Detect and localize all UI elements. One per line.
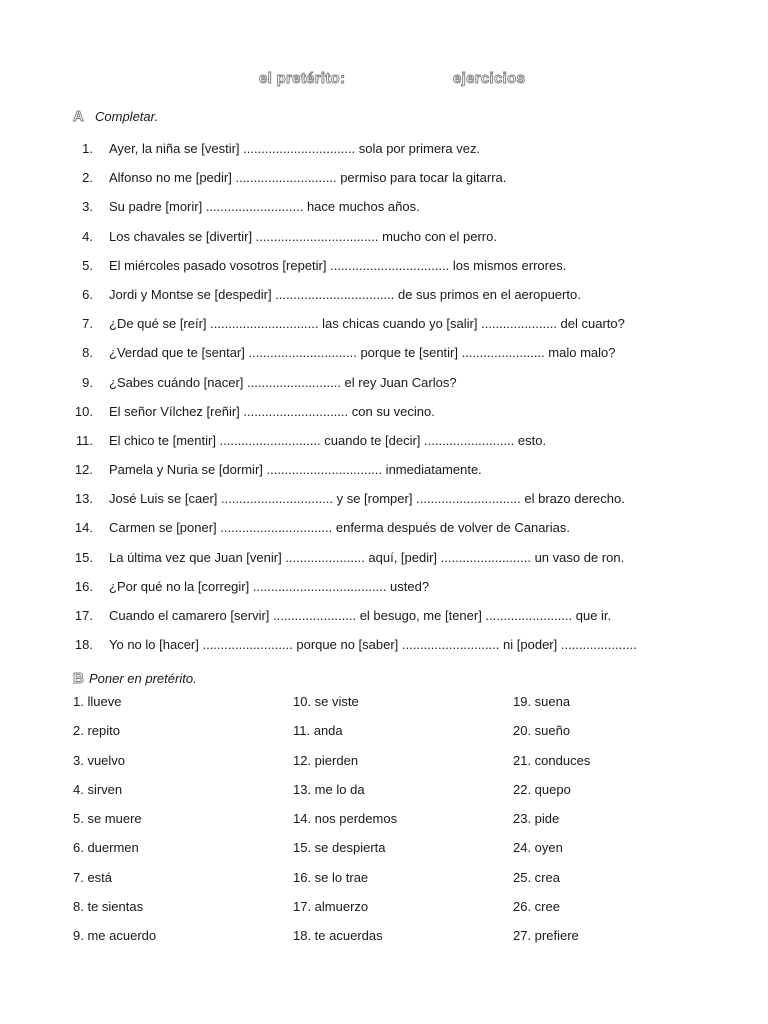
verb-row	[0, 810, 768, 839]
exercise-number: 6.	[82, 286, 93, 302]
exercise-item	[0, 374, 768, 403]
verb-item: 27. prefiere	[513, 928, 579, 944]
section-b-letter: B	[73, 670, 84, 687]
verb-row	[0, 693, 768, 722]
verb-row	[0, 781, 768, 810]
exercise-text: Su padre [morir] ........................... hace muchos años.	[109, 199, 420, 215]
exercise-text: El chico te [mentir] ............................ cuando te [decir] ......................... esto.	[109, 432, 547, 448]
verb-item: 15. se despierta	[293, 840, 386, 856]
verb-item: 25. crea	[513, 869, 560, 885]
exercise-text: Cuando el camarero [servir] ....................... el besugo, me [tener] ........................ que ir.	[109, 608, 612, 623]
exercise-text: ¿Sabes cuándo [nacer] .......................... el rey Juan Carlos?	[109, 374, 457, 390]
exercise-text: Yo no lo [hacer] ......................... porque no [saber] ........................... ni [poder] .....................	[109, 637, 637, 653]
verb-item: 13. me lo da	[293, 781, 365, 797]
exercise-item	[0, 286, 768, 315]
exercise-text: ¿De qué se [reír] .............................. las chicas cuando yo [salir] ..................... del cuarto?	[109, 316, 625, 332]
verb-item: 16. se lo trae	[293, 869, 369, 885]
exercise-item	[0, 198, 768, 227]
exercise-text: Carmen se [poner] ............................... enferma después de volver de Canarias.	[109, 520, 570, 536]
exercise-item	[0, 461, 768, 490]
verb-item: 8. te sientas	[73, 899, 144, 915]
section-b-label: Poner en pretérito.	[89, 671, 197, 686]
verb-item: 26. cree	[513, 899, 560, 915]
exercise-item	[0, 490, 768, 519]
exercise-text: Jordi y Montse se [despedir] ................................. de sus primos en el aeropuerto.	[109, 286, 581, 302]
exercise-number: 3.	[82, 199, 93, 215]
exercise-number: 5.	[82, 257, 93, 273]
verb-item: 23. pide	[513, 811, 560, 827]
exercise-number: 8.	[82, 345, 93, 361]
exercise-text: La última vez que Juan [venir] ...................... aquí, [pedir] ......................... un vaso de ron.	[109, 549, 625, 565]
verb-row	[0, 839, 768, 868]
verb-row	[0, 898, 768, 927]
exercise-item	[0, 636, 768, 665]
verb-item: 20. sueño	[513, 723, 571, 739]
verb-item: 14. nos perdemos	[293, 811, 398, 827]
section-a-heading	[73, 108, 158, 128]
section-a-letter: A	[73, 108, 84, 125]
exercise-number: 18.	[74, 637, 93, 653]
exercise-text: Alfonso no me [pedir] ............................ permiso para tocar la gitarra.	[109, 170, 507, 186]
exercise-item	[0, 169, 768, 198]
verb-item: 9. me acuerdo	[73, 928, 157, 944]
page-title	[0, 70, 768, 92]
verb-item: 11. anda	[293, 723, 343, 739]
exercise-number: 2.	[82, 170, 93, 186]
verb-row	[0, 869, 768, 898]
verb-item: 24. oyen	[513, 840, 563, 856]
exercise-item	[0, 140, 768, 169]
exercise-text: José Luis se [caer] ............................... y se [romper] ............................. el brazo derecho.	[109, 491, 625, 507]
exercise-number: 17.	[74, 608, 93, 623]
exercise-text: Los chavales se [divertir] .................................. mucho con el perro.	[109, 228, 497, 244]
verb-item: 10. se viste	[293, 694, 359, 709]
exercise-number: 15.	[74, 549, 93, 565]
exercise-item	[0, 607, 768, 636]
exercise-list	[0, 140, 768, 665]
verb-grid	[0, 693, 768, 957]
exercise-item	[0, 432, 768, 461]
exercise-item	[0, 257, 768, 286]
exercise-text: Pamela y Nuria se [dormir] ................................ inmediatamente.	[109, 462, 482, 478]
exercise-text: El señor Vílchez [reñir] ............................. con su vecino.	[109, 403, 435, 419]
exercise-text: Ayer, la niña se [vestir] ............................... sola por primera vez.	[109, 141, 481, 156]
verb-item: 18. te acuerdas	[293, 928, 383, 944]
verb-item: 17. almuerzo	[293, 899, 369, 915]
exercise-item	[0, 228, 768, 257]
verb-item: 7. está	[73, 869, 113, 885]
verb-item: 19. suena	[513, 694, 571, 709]
exercise-number: 12.	[74, 462, 93, 478]
verb-item: 5. se muere	[73, 811, 142, 827]
verb-item: 1. llueve	[73, 694, 122, 709]
verb-item: 3. vuelvo	[73, 752, 126, 768]
exercise-number: 13.	[74, 491, 93, 507]
exercise-number: 14.	[74, 520, 93, 536]
verb-item: 22. quepo	[513, 781, 571, 797]
section-b-heading	[73, 670, 197, 690]
section-a-label: Completar.	[95, 109, 159, 124]
exercise-number: 10.	[74, 403, 93, 419]
exercise-number: 9.	[82, 374, 93, 390]
title-right: ejercicios	[453, 70, 526, 87]
exercise-number: 7.	[82, 316, 93, 332]
exercise-text: El miércoles pasado vosotros [repetir] ................................. los mismos errores.	[109, 257, 567, 273]
exercise-number: 16.	[74, 578, 93, 594]
exercise-number: 4.	[82, 228, 93, 244]
exercise-item	[0, 344, 768, 373]
exercise-item	[0, 549, 768, 578]
exercise-item	[0, 578, 768, 607]
title-left: el pretérito:	[259, 70, 346, 87]
verb-item: 12. pierden	[293, 752, 359, 768]
exercise-text: ¿Por qué no la [corregir] ..................................... usted?	[109, 578, 430, 594]
exercise-item	[0, 519, 768, 548]
verb-item: 21. conduces	[513, 752, 591, 768]
verb-item: 6. duermen	[73, 840, 139, 856]
verb-item: 4. sirven	[73, 781, 123, 797]
verb-row	[0, 927, 768, 956]
exercise-item	[0, 403, 768, 432]
verb-item: 2. repito	[73, 723, 120, 739]
exercise-number: 1.	[82, 141, 93, 156]
exercise-text: ¿Verdad que te [sentar] .............................. porque te [sentir] ....................... malo malo?	[109, 345, 616, 361]
verb-row	[0, 752, 768, 781]
exercise-item	[0, 315, 768, 344]
exercise-number: 11.	[75, 432, 93, 448]
verb-row	[0, 722, 768, 751]
